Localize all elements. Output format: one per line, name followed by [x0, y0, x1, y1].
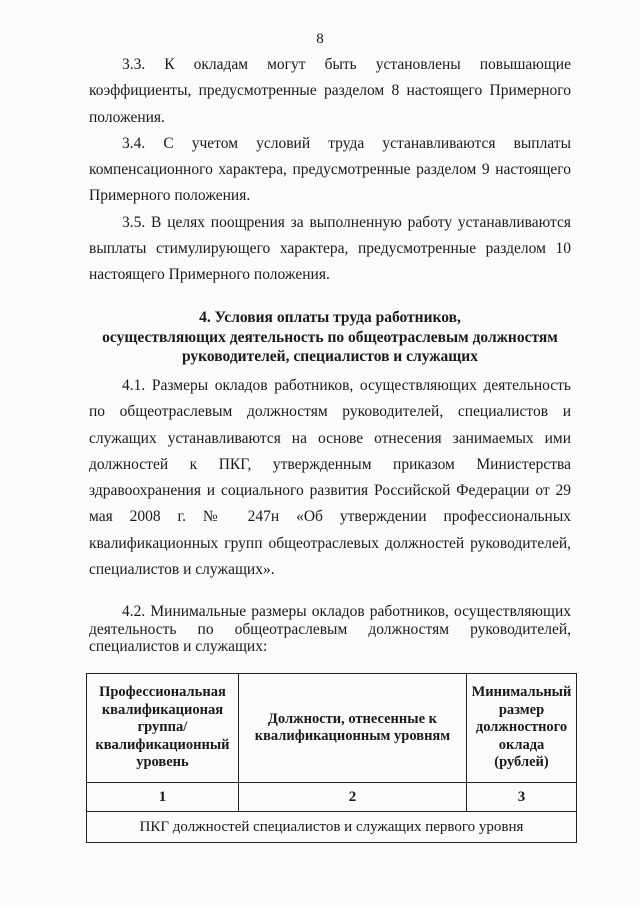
section-title-line-2: осуществляющих деятельность по общеотраслевым должностям: [102, 328, 558, 346]
page-number: 8: [316, 31, 324, 47]
paragraph-3-3: 3.3. К окладам могут быть установлены повышающие коэффициенты, предусмотренные разделом 8 настоящего Примерного положения.: [89, 56, 571, 126]
header-positions: Должности, отнесенные к квалификационным уровням: [238, 674, 466, 783]
section-4-heading: [89, 308, 571, 367]
paragraph-4-2-block: [89, 603, 571, 656]
paragraph-3-4: 3.4. С учетом условий труда устанавливаются выплаты компенсационного характера, предусмотренные разделом 9 настоящего Примерного положения.: [89, 134, 571, 205]
column-number: 3: [467, 783, 577, 812]
table-header-row: [87, 674, 577, 783]
paragraph-4-1: 4.1. Размеры окладов работников, осуществляющих деятельность по общеотраслевым должностям руководителей, специалистов и служащих устанавливаются на основе отнесения занимаемых ими должностей к ПКГ, утвержденным приказом Министерства здравоохранения и социального развития Российской Федерации от 29 мая 2008 г. № 247н «Об утверждении профессиональных квалификационных групп общеотраслевых должностей руководителей, специалистов и служащих».: [89, 377, 571, 579]
table-column-number-row: [87, 783, 577, 812]
section-title-line-3: руководителей, специалистов и служащих: [182, 348, 478, 365]
salary-table: [86, 673, 577, 843]
section-3-paragraphs: [89, 52, 571, 289]
group-heading-cell: ПКГ должностей специалистов и служащих первого уровня: [87, 812, 577, 843]
paragraph-3-5: 3.5. В целях поощрения за выполненную работу устанавливаются выплаты стимулирующего характера, предусмотренные разделом 10 настоящего Примерного положения.: [89, 213, 571, 284]
table-group-row: [87, 812, 577, 843]
header-min-salary: Минимальный размер должностного оклада (рублей): [467, 674, 577, 783]
paragraph-4-2: 4.2. Минимальные размеры окладов работников, осуществляющих деятельность по общеотраслевым должностям руководителей, специалистов и служащих:: [89, 603, 571, 655]
paragraph-4-1-block: [89, 373, 571, 583]
column-number: 2: [238, 783, 466, 812]
column-number: 1: [87, 783, 239, 812]
section-title-line-1: 4. Условия оплаты труда работников,: [199, 309, 461, 326]
header-qualification-group: Профессиональная квалификационая группа/ квалификационный уровень: [87, 674, 239, 783]
